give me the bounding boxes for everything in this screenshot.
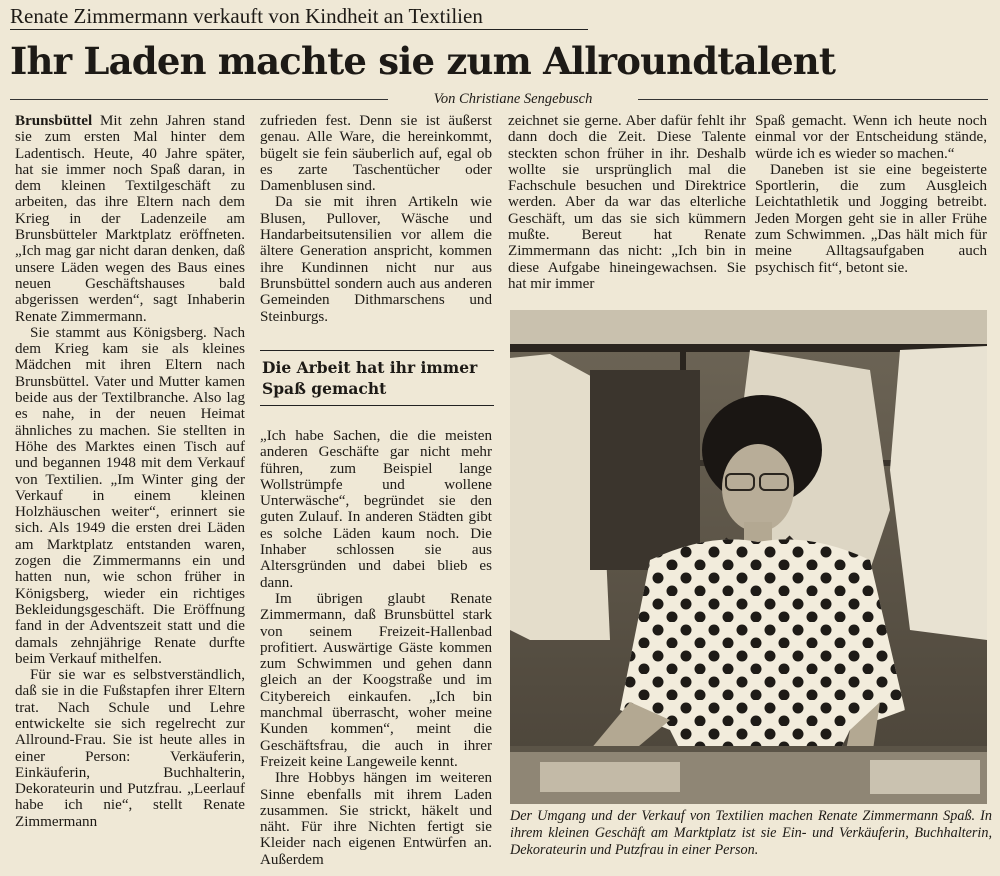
dateline: Brunsbüttel — [15, 113, 93, 129]
article-column-4 — [755, 113, 987, 276]
paragraph: zufrieden fest. Denn sie ist äußerst genau. Alle Ware, die hereinkommt, bügelt sie fein säuberlich auf, egal ob es zarte Taschentücher oder Damenblusen sind. — [260, 113, 492, 195]
paragraph: Mit zehn Jahren stand sie zum ersten Mal hinter dem Ladentisch. Heute, 40 Jahre später, hat sie immer noch Spaß daran, in dem kleinen Textilgeschäft zu arbeiten, das ihre Eltern nach dem Krieg in der Ladenzeile am Brunsbütteler Marktplatz eröffneten. „Ich mag gar nicht daran denken, daß unsere Läden wegen des Baus eines neuen Geschäftshauses bald abgerissen werden“, sagt Inhaberin Renate Zimmermann. — [15, 113, 245, 325]
paragraph: Im übrigen glaubt Renate Zimmermann, daß Brunsbüttel stark von seinem Freizeit-Hallenbad profitiert. Auswärtige Gäste kommen zum Schwimmen und gehen dann gleich an der Koogstraße und im Citybereich einkaufen. „Ich bin manchmal überrascht, woher meine Kunden kommen“, meint die Geschäftsfrau, die auch in ihrer Freizeit keine Langeweile kennt. — [260, 590, 492, 770]
paragraph: Da sie mit ihren Artikeln wie Blusen, Pullover, Wäsche und Handarbeitsutensilien vor allem die ältere Generation anspricht, kommen ihre Kundinnen nicht nur aus Brunsbüttel sondern auch aus anderen Gemeinden Dithmarschens und Steinburgs. — [260, 194, 492, 325]
paragraph: Spaß gemacht. Wenn ich heute noch einmal vor der Entscheidung stände, würde ich es wieder so machen.“ — [755, 113, 987, 162]
article-column-2-continued — [260, 428, 492, 868]
paragraph: Ihre Hobbys hängen im weiteren Sinne ebenfalls mit ihrem Laden zusammen. Sie strickt, häkelt und näht. Für ihre Nichten fertigt sie Kleider nach eigenen Entwürfen an. Außerdem — [260, 770, 492, 868]
paragraph: „Ich habe Sachen, die die meisten anderen Geschäfte gar nicht mehr führen, zum Beispiel lange Wollstrümpfe und wollene Unterwäsche“, begründet sie den guten Zulauf. In anderen Städten gibt es solche Läden kaum noch. Die Inhaber schlossen sie aus Altersgründen und dabei blieb es dann. — [260, 428, 492, 591]
byline-rule-left — [10, 99, 388, 100]
headline: Ihr Laden machte sie zum Allroundtalent — [10, 39, 836, 83]
photo-woman-polka-dot-blouse-icon — [510, 310, 987, 804]
photo-illustration — [510, 310, 987, 804]
subheading: Die Arbeit hat ihr immer Spaß gemacht — [260, 350, 494, 406]
byline-rule-right — [638, 99, 988, 100]
photo-caption: Der Umgang und der Verkauf von Textilien machen Renate Zimmermann Spaß. In ihrem kleinen Geschäft am Marktplatz ist sie Ein- und Verkäuferin, Buchhalterin, Dekorateurin und Putzfrau in einer Person. — [510, 808, 992, 858]
article-column-3 — [508, 113, 746, 292]
paragraph: Daneben ist sie eine begeisterte Sportlerin, die zum Ausgleich Leichtathletik und Jogging betreibt. Jeden Morgen geht sie in aller Frühe zum Schwimmen. „Das hält mich für meine Alltagsaufgaben auch psychisch fit“, betont sie. — [755, 161, 987, 276]
paragraph: zeichnet sie gerne. Aber dafür fehlt ihr dann doch die Zeit. Diese Talente steckten schon früher in ihr. Deshalb wollte sie ursprünglich mal die Fachschule besuchen und Direktrice werden. Aber da war das elterliche Geschäft, um das sie sich kümmern mußte. Bereut hat Renate Zimmermann das nicht: „Ich bin in diese Aufgabe hineingewachsen. Sie hat mir immer — [508, 113, 746, 292]
article-column-1 — [15, 113, 245, 830]
byline: Von Christiane Sengebusch — [433, 91, 593, 107]
kicker: Renate Zimmermann verkauft von Kindheit an Textilien — [10, 4, 588, 30]
paragraph: Sie stammt aus Königsberg. Nach dem Krieg kam sie als kleines Mädchen mit ihren Eltern nach Brunsbüttel. Vater und Mutter kamen beide aus der Textilbranche. Also lag es nahe, in der neuen Heimat ähnliches zu machen. Sie stellten in Höhe des Marktes einen Tisch auf und begannen 1948 mit dem Verkauf von Textilien. „Im Winter ging der Verkauf in einem kleinen Holzhäuschen weiter“, erinnert sie sich. Als 1949 die ersten drei Läden am Marktplatz entstanden waren, zogen die Zimmermanns ein und hatten nun, wie schon früher in Königsberg, wieder ein richtiges Bekleidungsgeschäft. Die Eröffnung fand in der Adventszeit statt und die damals zehnjährige Renate durfte beim Verkauf mithelfen. — [15, 324, 245, 667]
article-column-2 — [260, 113, 492, 325]
paragraph: Für sie war es selbstverständlich, daß sie in die Fußstapfen ihrer Eltern trat. Nach Schule und Lehre entwickelte sie sich regelrecht zur Allround-Frau. Sie ist heute alles in einer Person: Verkäuferin, Einkäuferin, Buchhalterin, Dekorateurin und Putzfrau. „Leerlauf habe ich nie“, stellt Renate Zimmermann — [15, 667, 245, 830]
byline-row — [10, 90, 988, 108]
